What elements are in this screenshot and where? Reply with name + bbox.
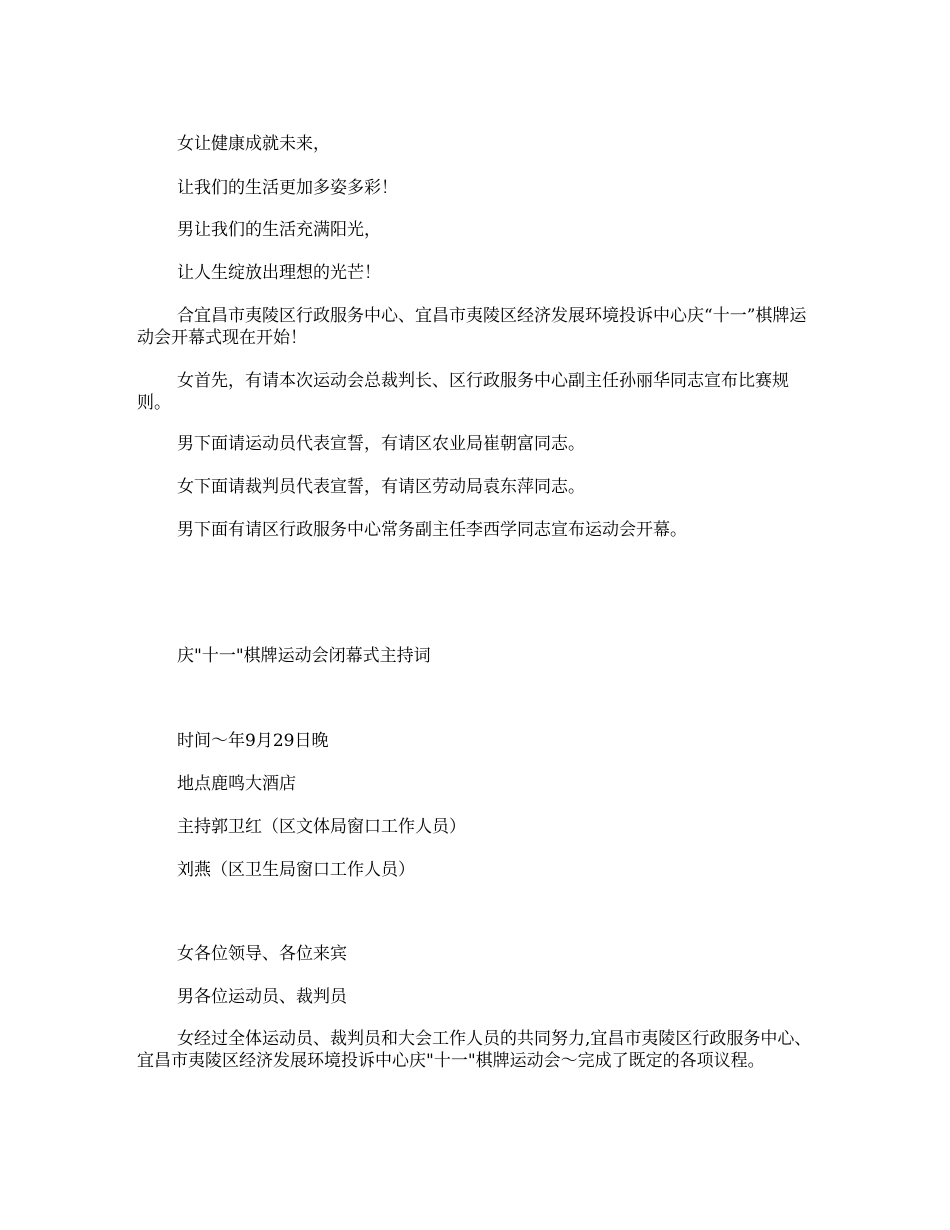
paragraph: 地点鹿鸣大酒店 xyxy=(177,774,296,794)
paragraph: 女经过全体运动员、裁判员和大会工作人员的共同努力,宜昌市夷陵区行政服务中心、宜昌市夷陵区经济发展环境投诉中心庆"十一"棋牌运动会～完成了既定的各项议程。 xyxy=(137,1029,812,1071)
paragraph: 男下面请运动员代表宣誓，有请区农业局崔朝富同志。 xyxy=(177,434,585,454)
paragraph: 男让我们的生活充满阳光， xyxy=(177,220,381,240)
paragraph: 主持郭卫红（区文体局窗口工作人员） xyxy=(177,817,466,837)
paragraph: 让人生绽放出理想的光芒！ xyxy=(177,263,381,283)
paragraph: 让我们的生活更加多姿多彩！ xyxy=(177,178,398,198)
paragraph: 女让健康成就未来， xyxy=(177,134,330,154)
paragraph: 男各位运动员、裁判员 xyxy=(177,987,347,1007)
paragraph: 合宜昌市夷陵区行政服务中心、宜昌市夷陵区经济发展环境投诉中心庆“十一”棋牌运动会开幕式现在开始！ xyxy=(137,306,807,348)
paragraph: 女首先，有请本次运动会总裁判长、区行政服务中心副主任孙丽华同志宣布比赛规则。 xyxy=(137,371,789,413)
section-title: 庆"十一"棋牌运动会闭幕式主持词 xyxy=(177,646,431,666)
paragraph: 女各位领导、各位来宾 xyxy=(177,944,347,964)
paragraph: 男下面有请区行政服务中心常务副主任李西学同志宣布运动会开幕。 xyxy=(177,520,687,540)
paragraph: 刘燕（区卫生局窗口工作人员） xyxy=(177,860,415,880)
paragraph: 女下面请裁判员代表宣誓，有请区劳动局袁东萍同志。 xyxy=(177,477,585,497)
paragraph: 时间～年9月29日晚 xyxy=(177,731,329,751)
